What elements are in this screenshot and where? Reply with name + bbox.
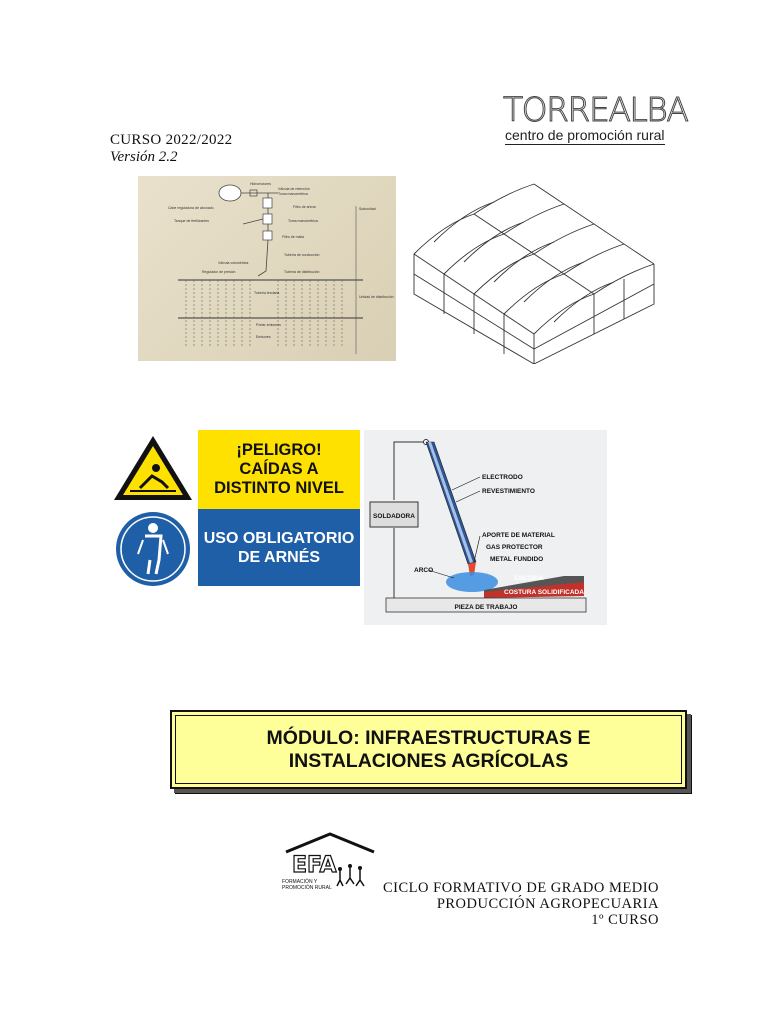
- program-name: PRODUCCIÓN AGROPECUARIA: [436, 896, 659, 912]
- irrigation-label: Portar-emisores: [256, 323, 281, 327]
- safety-pictograms: [110, 430, 196, 590]
- efa-logo: [282, 830, 378, 892]
- welding-label: GAS PROTECTOR: [486, 544, 543, 551]
- danger-sign-yellow: [198, 430, 360, 509]
- irrigation-label: Tubería terciaria: [254, 291, 280, 295]
- danger-line: CAÍDAS A: [239, 460, 319, 478]
- irrigation-label: Cabe reguladora de abonado: [168, 206, 214, 210]
- welding-label: ELECTRODO: [482, 474, 523, 481]
- welding-diagram-image: [364, 430, 607, 625]
- program-info: [383, 880, 659, 928]
- welding-label: ESCORIA: [514, 575, 544, 582]
- efa-logo-caption: PROMOCIÓN RURAL: [282, 885, 332, 891]
- irrigation-label: Válvula volumétrica: [218, 261, 249, 265]
- course-year: CURSO 2022/2022: [110, 132, 233, 148]
- welding-label: REVESTIMIENTO: [482, 488, 535, 495]
- torrealba-logo: [503, 90, 688, 144]
- irrigation-label: Tanque de fertilizantes: [174, 219, 210, 223]
- irrigation-label: Filtro de arena: [293, 205, 316, 209]
- program-cycle: CICLO FORMATIVO DE GRADO MEDIO: [383, 880, 659, 896]
- irrigation-label: Subunidad: [359, 207, 376, 211]
- welding-label: APORTE DE MATERIAL: [482, 532, 555, 539]
- mandatory-line: DE ARNÉS: [237, 548, 321, 566]
- irrigation-label: Emisores: [256, 335, 271, 339]
- welding-label: SOLDADORA: [373, 513, 415, 520]
- logo-title: TORREALBA: [503, 90, 688, 129]
- danger-sign: [198, 430, 360, 586]
- welding-label: ARCO: [414, 567, 434, 574]
- welding-label: COSTURA SOLIDIFICADA: [504, 589, 584, 596]
- irrigation-label: Tubería de distribución: [284, 270, 320, 274]
- module-title-line: INSTALACIONES AGRÍCOLAS: [288, 749, 569, 772]
- efa-logo-caption: FORMACIÓN Y: [282, 879, 318, 885]
- greenhouse-structure-image: [404, 164, 664, 364]
- irrigation-diagram-image: [138, 176, 396, 361]
- irrigation-label: Toma manométrica: [278, 192, 308, 196]
- irrigation-label: Toma manométrica: [288, 219, 318, 223]
- module-title-box: [170, 710, 687, 789]
- module-title-line: MÓDULO: INFRAESTRUCTURAS E: [266, 726, 591, 749]
- version-label: Versión 2.2: [110, 149, 178, 165]
- irrigation-label: Hidromotores: [250, 182, 272, 186]
- welding-label: PIEZA DE TRABAJO: [454, 604, 518, 611]
- irrigation-label: Filtro de malla: [282, 235, 304, 239]
- irrigation-label: Unidad de distribución: [359, 295, 394, 299]
- irrigation-label: Válvula de retención: [278, 187, 310, 191]
- mandatory-line: USO OBLIGATORIO: [203, 529, 355, 547]
- mandatory-sign-blue: [198, 509, 360, 586]
- irrigation-label: Tubería de conducción: [284, 253, 320, 257]
- logo-subtitle: centro de promoción rural: [505, 127, 665, 143]
- danger-line: ¡PELIGRO!: [236, 441, 322, 459]
- program-course: 1º CURSO: [591, 912, 659, 928]
- efa-logo-text: EFA: [292, 853, 337, 878]
- danger-line: DISTINTO NIVEL: [214, 479, 344, 497]
- welding-label: METAL FUNDIDO: [490, 556, 544, 563]
- irrigation-label: Regulador de presión: [202, 270, 236, 274]
